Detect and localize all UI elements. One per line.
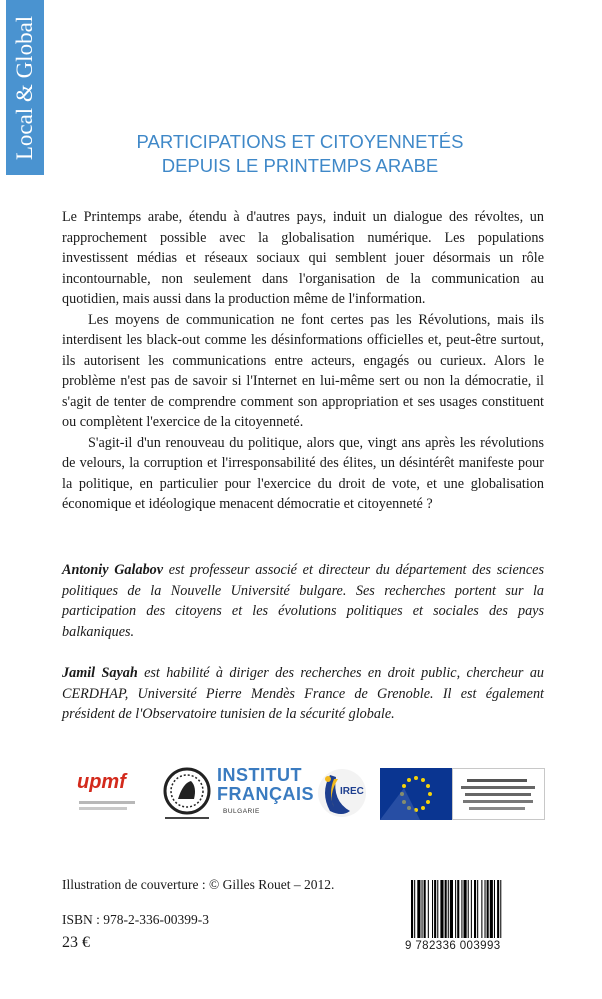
author-text-2: est habilité à diriger des recherches en droit public, chercheur au CERDHAP, Université Pierre Mendès France de Grenoble. Il est également président de l'Observatoire tunisien de la sécurité globale. bbox=[62, 665, 545, 722]
emblem-logo bbox=[161, 765, 217, 823]
eu-flag-icon bbox=[380, 768, 452, 820]
barcode-digits: 9 782336 003993 bbox=[405, 940, 501, 952]
programme-text-icon bbox=[453, 769, 544, 819]
programme-logo bbox=[452, 768, 545, 820]
summary-paragraph-3: S'agit-il d'un renouveau du politique, alors que, vingt ans après les révolutions de velours, la corruption et l'irresponsabilité des élites, un désintérêt manifeste pour la politique, en particulier pour l'exercice du droit de vote, et une globalisation économique et idéologique menacent démocratie et citoyenneté ? bbox=[62, 434, 544, 512]
cover-illustration-credit: Illustration de couverture : © Gilles Rouet – 2012. bbox=[62, 877, 335, 892]
summary-text bbox=[62, 207, 544, 515]
series-band bbox=[6, 0, 44, 175]
institut-line-2: FRANÇAIS bbox=[217, 784, 314, 804]
emblem-icon bbox=[161, 765, 217, 823]
summary-paragraph-2: Les moyens de communication ne font certes pas les Révolutions, mais ils interdisent les black-out comme les désinformations officielles et, peut-être surtout, ils autorisent les communications entre acteurs, engagés ou curieux. Alors le problème n'est pas de savoir si l'Internet en lui-même sert ou non la démocratie, il s'agit de tenter de comprendre comment son appropriation et ses usages constituent ou complètent l'exercice de la citoyenneté. bbox=[62, 311, 544, 430]
irec-logo bbox=[316, 765, 374, 823]
summary-paragraph-1: Le Printemps arabe, étendu à d'autres pays, induit un dialogue des révoltes, un rapprochement possible avec la globalisation numérique. Les populations investissent médias et réseaux sociaux qui semblent jouer désormais un rôle incontournable, non seulement dans l'organisation de la communication au quotidien, mais aussi dans la production même de l'information. bbox=[62, 209, 544, 307]
partner-logos bbox=[75, 765, 545, 823]
institut-sub: BULGARIE bbox=[223, 808, 260, 815]
irec-wordmark: IREC bbox=[340, 786, 364, 797]
author-text-1: est professeur associé et directeur du département des sciences politiques de la Nouvelle Université bulgare. Ses recherches portent sur la participation des citoyens et les évolutions politiques et sociales des pays balkaniques. bbox=[62, 562, 544, 640]
title-line-2: DEPUIS LE PRINTEMPS ARABE bbox=[161, 155, 439, 176]
author-name-2: Jamil Sayah bbox=[62, 665, 138, 681]
isbn: ISBN : 978-2-336-00399-3 bbox=[62, 912, 209, 927]
institut-line-1: INSTITUT bbox=[217, 765, 302, 785]
title-line-1: PARTICIPATIONS ET CITOYENNETÉS bbox=[136, 131, 464, 152]
author-bio-1 bbox=[62, 560, 544, 642]
author-name-1: Antoniy Galabov bbox=[62, 562, 164, 578]
barcode bbox=[405, 880, 543, 944]
eu-flag-logo bbox=[380, 768, 452, 820]
book-title bbox=[60, 130, 540, 178]
upmf-wordmark: upmf bbox=[77, 771, 126, 793]
institut-francais-logo bbox=[217, 765, 314, 823]
upmf-logo bbox=[75, 765, 143, 823]
price: 23 € bbox=[62, 934, 90, 951]
series-label: Local & Global bbox=[12, 15, 37, 160]
author-bio-2 bbox=[62, 663, 544, 725]
